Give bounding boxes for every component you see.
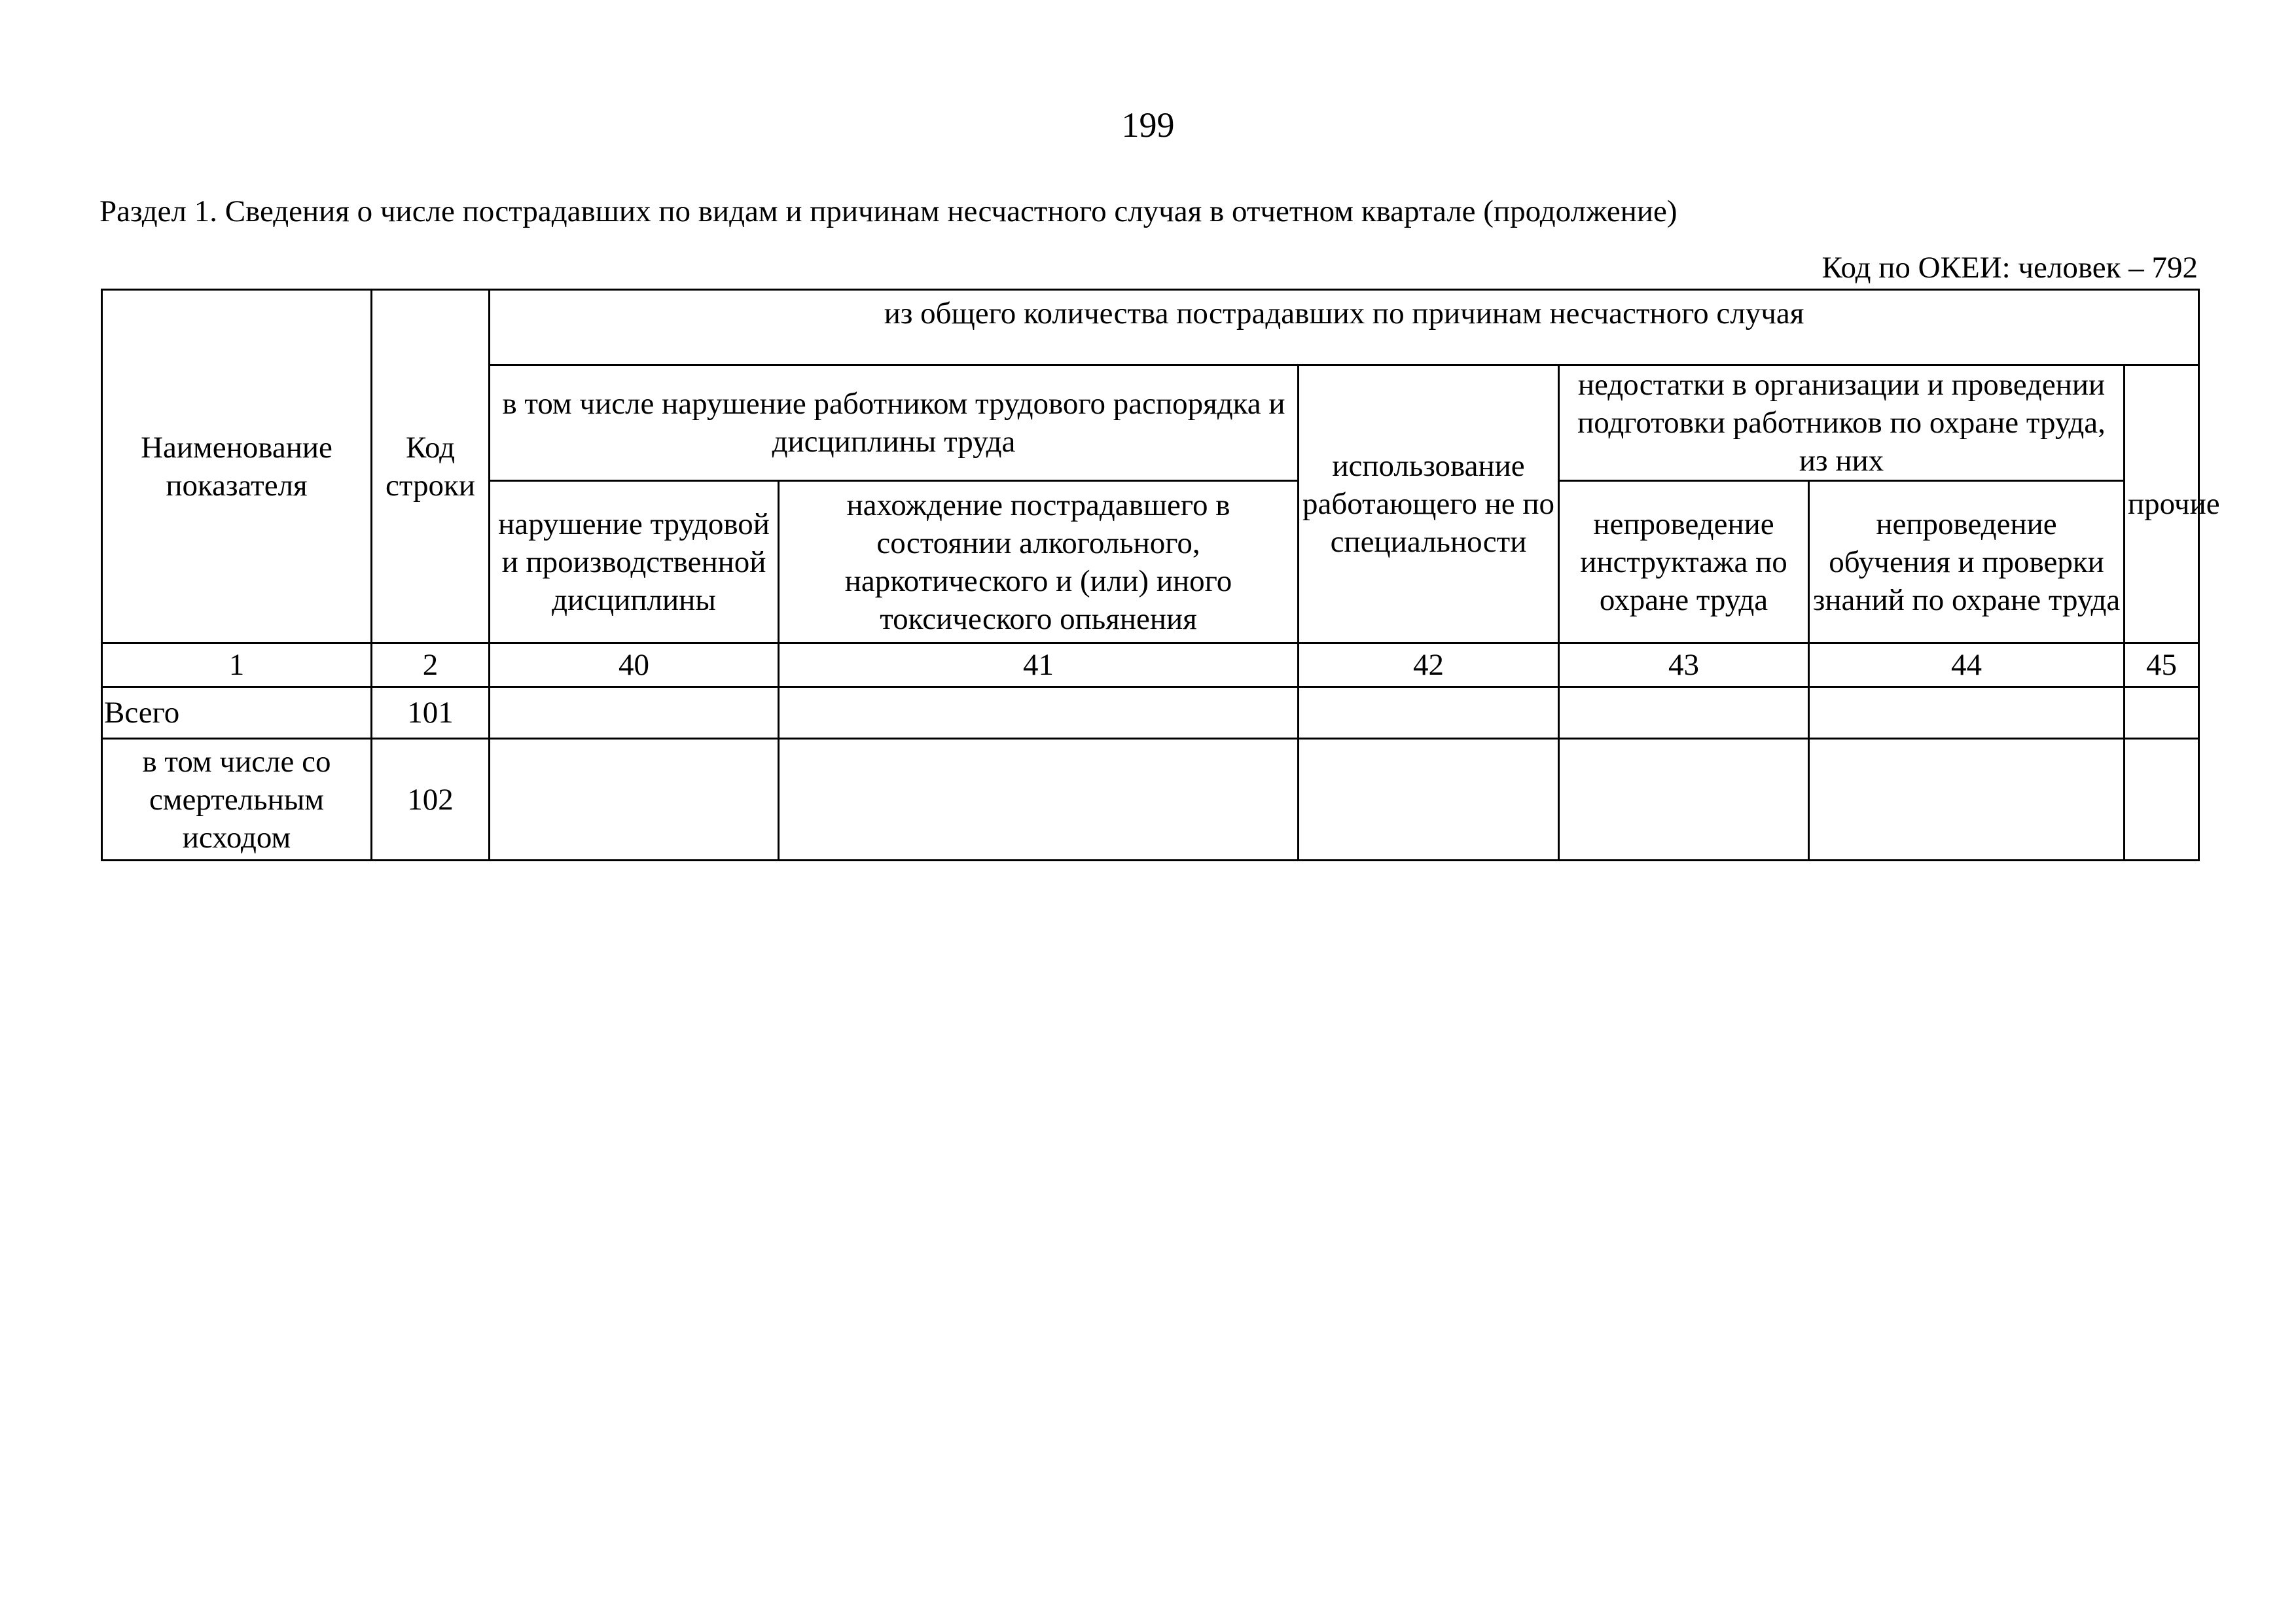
row-code: 101 <box>372 687 490 739</box>
data-cell-41[interactable] <box>779 739 1299 861</box>
section-title: Раздел 1. Сведения о числе пострадавших по видам и причинам несчастного случая в отчетном квартале (продолжение) <box>99 194 1677 228</box>
header-col-40: нарушение трудовой и производственной дисциплины <box>490 481 779 643</box>
row-name: в том числе со смертельным исходом <box>102 739 372 861</box>
data-cell-40[interactable] <box>490 687 779 739</box>
header-row-code: Код строки <box>372 290 490 643</box>
data-cell-45[interactable] <box>2125 687 2199 739</box>
data-cell-43[interactable] <box>1559 739 1809 861</box>
header-group-total: из общего количества пострадавших по причинам несчастного случая <box>490 290 2199 365</box>
header-col-42: использование работающего не по специальности <box>1299 365 1559 643</box>
column-number: 42 <box>1299 643 1559 687</box>
row-code: 102 <box>372 739 490 861</box>
column-number-row <box>102 643 2199 687</box>
header-col-43: непроведение инструктажа по охране труда <box>1559 481 1809 643</box>
data-cell-45[interactable] <box>2125 739 2199 861</box>
data-cell-44[interactable] <box>1809 739 2125 861</box>
header-row-1 <box>102 290 2199 365</box>
column-number: 40 <box>490 643 779 687</box>
column-number: 44 <box>1809 643 2125 687</box>
column-number: 2 <box>372 643 490 687</box>
data-cell-42[interactable] <box>1299 687 1559 739</box>
okei-code: Код по ОКЕИ: человек – 792 <box>1821 251 2198 285</box>
column-number: 45 <box>2125 643 2199 687</box>
page-number: 199 <box>1121 105 1175 145</box>
header-group-training: недостатки в организации и проведении подготовки работников по охране труда, из них <box>1559 365 2125 481</box>
data-cell-43[interactable] <box>1559 687 1809 739</box>
injury-causes-table <box>101 289 2220 861</box>
column-number: 1 <box>102 643 372 687</box>
data-cell-41[interactable] <box>779 687 1299 739</box>
data-cell-40[interactable] <box>490 739 779 861</box>
header-col-45: прочие <box>2125 365 2199 643</box>
table-row <box>102 739 2199 861</box>
header-col-41: нахождение пострадавшего в состоянии алкогольного, наркотического и (или) иного токсического опьянения <box>779 481 1299 643</box>
column-number: 41 <box>779 643 1299 687</box>
row-name: Всего <box>102 687 372 739</box>
header-indicator-name: Наименование показателя <box>102 290 372 643</box>
data-cell-42[interactable] <box>1299 739 1559 861</box>
header-group-discipline: в том числе нарушение работником трудового распорядка и дисциплины труда <box>490 365 1299 481</box>
header-col-44: непроведение обучения и проверки знаний по охране труда <box>1809 481 2125 643</box>
table-row <box>102 687 2199 739</box>
column-number: 43 <box>1559 643 1809 687</box>
data-cell-44[interactable] <box>1809 687 2125 739</box>
